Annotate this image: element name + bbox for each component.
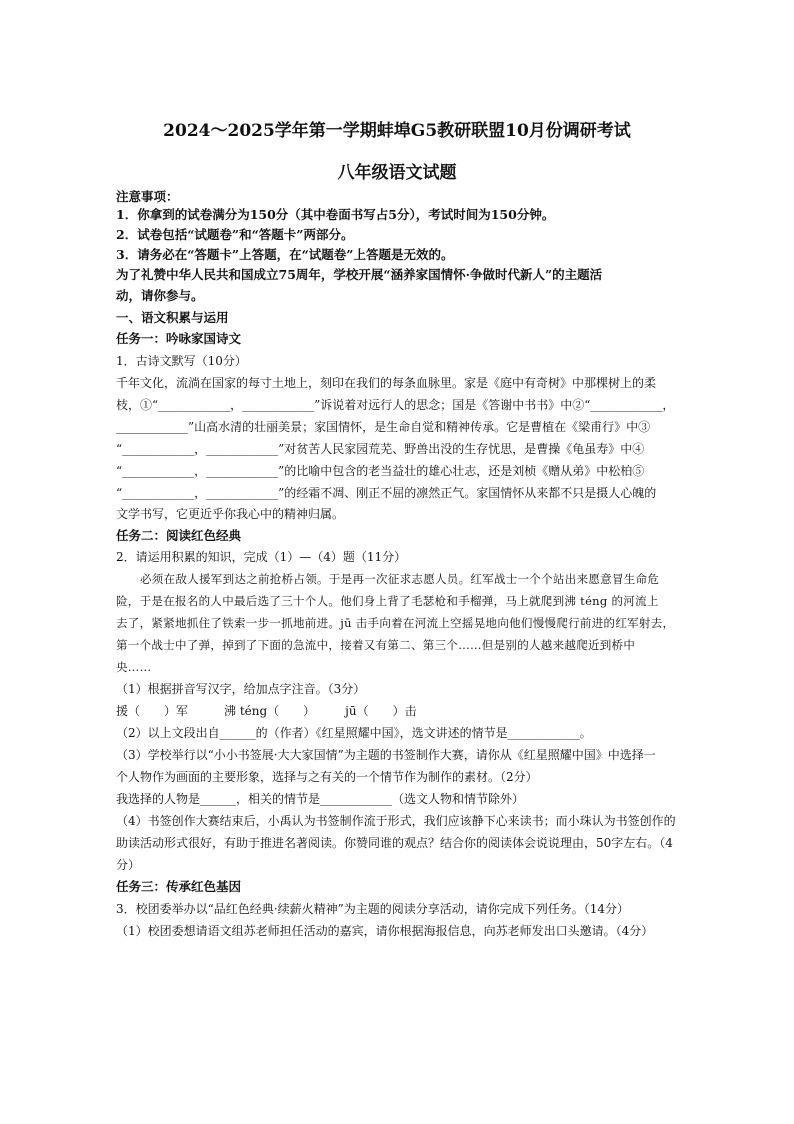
note-item: 3．请务必在“答题卡”上答题，在“试题卷”上答题是无效的。 [116,247,454,262]
question-line: 千年文化，流淌在国家的每寸土地上，刻印在我们的每条血脉里。家是《庭中有奇树》中那棵树上的柔 [116,376,657,390]
sub-question: （2）以上文段出自______的（作者）《红星照耀中国》，选文讲述的情节是____________。 [116,726,592,740]
passage-line: 去了，紧紧地抓住了铁索一步一抓地前进。jū 击手向着在河流上空摇晃地向他们慢慢爬行前进的红军射去， [116,616,675,630]
exam-title: 2024～2025学年第一学期蚌埠G5教研联盟10月份调研考试 [163,121,631,141]
sub-question: （1）根据拼音写汉字，给加点字注音。（3分） [116,682,366,696]
question-line: 枝，①“____________，____________”诉说着对远行人的思念；国是《答谢中书书》中②“____________， [116,398,675,412]
notes-heading: 注意事项： [116,189,179,204]
note-item: 2．试卷包括“试题卷”和“答题卡”两部分。 [116,227,354,242]
question-line: ____________”山高水清的壮丽美景；家国情怀，是生命自觉和精神传承。它是曹植在《梁甫行》中③ [116,420,651,434]
question-title: 1．古诗文默写（10分） [116,354,247,368]
question-line: “____________，____________”的比喻中包含的老当益壮的雄心壮志，还是刘桢《赠从弟》中松柏⑤ [116,464,645,478]
section-heading: 一、语文积累与运用 [116,310,229,325]
sub-question: （3）学校举行以“小小书签展·大大家国情”为主题的书签制作大赛，请你从《红星照耀中国》中选择一 [116,748,656,762]
passage-line: 第一个战士中了弹，掉到了下面的急流中，接着又有第二、第三个……但是别的人越来越爬近到桥中 [116,638,636,652]
exam-subtitle: 八年级语文试题 [337,163,457,183]
intro-text: 为了礼赞中华人民共和国成立75周年，学校开展“涵养家国情怀·争做时代新人”的主题活 [116,267,603,282]
sub-question: 我选择的人物是______，相关的情节是____________（选文人物和情节除外） [116,792,525,806]
sub-question: 助读活动形式很好，有助于推进名著阅读。你赞同谁的观点？结合你的阅读体会说说理由，50字左右。（4 [116,836,673,850]
sub-question: 分） [116,858,141,872]
task-heading: 任务三：传承红色基因 [116,879,242,894]
task-heading: 任务一：吟咏家国诗文 [116,331,242,346]
task-heading: 任务二：阅读红色经典 [116,528,242,543]
question-title: 2．请运用积累的知识，完成（1）—（4）题（11分） [116,550,407,564]
question-line: “____________，____________”的经霜不凋、刚正不屈的凛然正气。家国情怀从来都不只是摄人心魄的 [116,486,657,500]
intro-text: 动，请你参与。 [116,288,204,303]
sub-question: （4）书签创作大赛结束后，小禹认为书签制作流于形式，我们应该静下心来读书；而小珠认为书签创作的 [116,814,676,828]
passage-line: 必须在敌人援军到达之前抢桥占领。于是再一次征求志愿人员。红军战士一个个站出来愿意冒生命危 [140,572,660,586]
question-title: 3．校团委举办以“品红色经典·续薪火精神”为主题的阅读分享活动，请你完成下列任务。（14分） [116,902,629,916]
answer-blanks: 援（ ）军 沸 téng（ ） jū（ ）击 [116,704,417,718]
sub-question: （1）校团委想请语文组苏老师担任活动的嘉宾，请你根据海报信息，向苏老师发出口头邀请。（4分） [116,924,654,938]
note-item: 1．你拿到的试卷满分为150分（其中卷面书写占5分），考试时间为150分钟。 [116,207,555,222]
question-line: 文学书写，它更近乎你我心中的精神归属。 [116,507,345,521]
passage-line: 央…… [116,660,152,674]
question-line: “____________，____________”对贫苦人民家园荒芜、野兽出没的生存忧思，是曹操《龟虽寿》中④ [116,442,645,456]
passage-line: 险，于是在报名的人中最后选了三十个人。他们身上背了毛瑟枪和手榴弹，马上就爬到沸 téng 的河流上 [116,594,659,608]
sub-question: 个人物作为画面的主要形象，选择与之有关的一个情节作为制作的素材。（2分） [116,770,538,784]
